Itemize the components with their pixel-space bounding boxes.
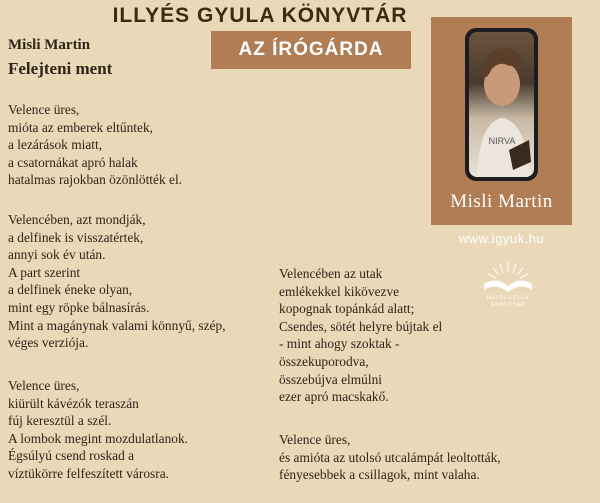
library-logo [478,258,538,318]
poem-line: a lezárások miatt, [8,137,103,153]
poem-line: Velencében az utak [279,266,383,281]
poem-line: Velencében, azt mondják, [8,212,146,227]
poem-line: a delfinek is visszatértek, [8,229,144,245]
poem-line: kopognak topánkád alatt; [279,301,415,317]
poem-line: hatalmas rajokban özönlötték el. [8,172,183,188]
poem-line: A lombok megint mozdulatlanok. [8,430,189,446]
poem-line: kiürült kávézók teraszán [8,395,139,411]
poem-line: ezer apró macskakő. [279,389,389,405]
poem-line: a delfinek éneke olyan, [8,282,133,298]
poem-line: mint egy röpke bálnasírás. [8,299,150,315]
card-author-name: Misli Martin [450,191,553,212]
poem-title: Felejteni ment [8,59,113,78]
stanza-1 [8,101,182,189]
poem-line: véges verziója. [8,335,89,351]
poem-line: fúj keresztül a szél. [8,413,112,429]
poem-line: Csendes, sötét helyre bújtak el [279,318,443,334]
book-sun-icon [478,258,538,296]
author-photo [469,32,534,177]
stanza-2 [8,211,226,352]
phone-frame [465,28,538,181]
poem-line: és amióta az utolsó utcalámpát leoltották, [279,449,501,465]
portrait-illustration [469,32,534,177]
poem-line: A part szerint [8,264,81,280]
logo-text: ILLYÉS GYULA KÖNYVTÁR [486,295,530,308]
website-link[interactable]: www.igyuk.hu [458,231,545,246]
poem-line: Velence üres, [8,378,80,393]
poem-line: víztükörre felfeszített városra. [8,465,169,481]
poem-line: összebújva elmúlni [279,371,383,387]
library-title: ILLYÉS GYULA KÖNYVTÁR [112,4,408,27]
poem-line: annyi sok év után. [8,247,106,263]
poem-line: emlékekkel kikövezve [279,283,400,299]
poem-line: a csatornákat apró halak [8,154,138,170]
poem-line: fényesebbek a csillagok, mint valaha. [279,467,480,483]
poem-line: összekuporodva, [279,353,369,369]
stanza-3 [8,377,188,483]
poem-line: Égsúlyú csend roskad a [8,448,135,464]
poem-line: Velence üres, [8,102,80,117]
poem-line: mióta az emberek eltűntek, [8,119,154,135]
svg-text:NIRVA: NIRVA [488,136,516,146]
poem-line: Mint a magánynak valami könnyű, szép, [8,317,226,333]
section-badge: AZ ÍRÓGÁRDA [211,31,411,69]
poem-line: - mint ahogy szoktak - [279,336,400,352]
poem-author: Misli Martin [8,37,91,53]
stanza-4 [279,265,442,406]
stanza-5 [279,431,501,484]
author-card [431,17,572,225]
poem-line: Velence üres, [279,432,351,447]
